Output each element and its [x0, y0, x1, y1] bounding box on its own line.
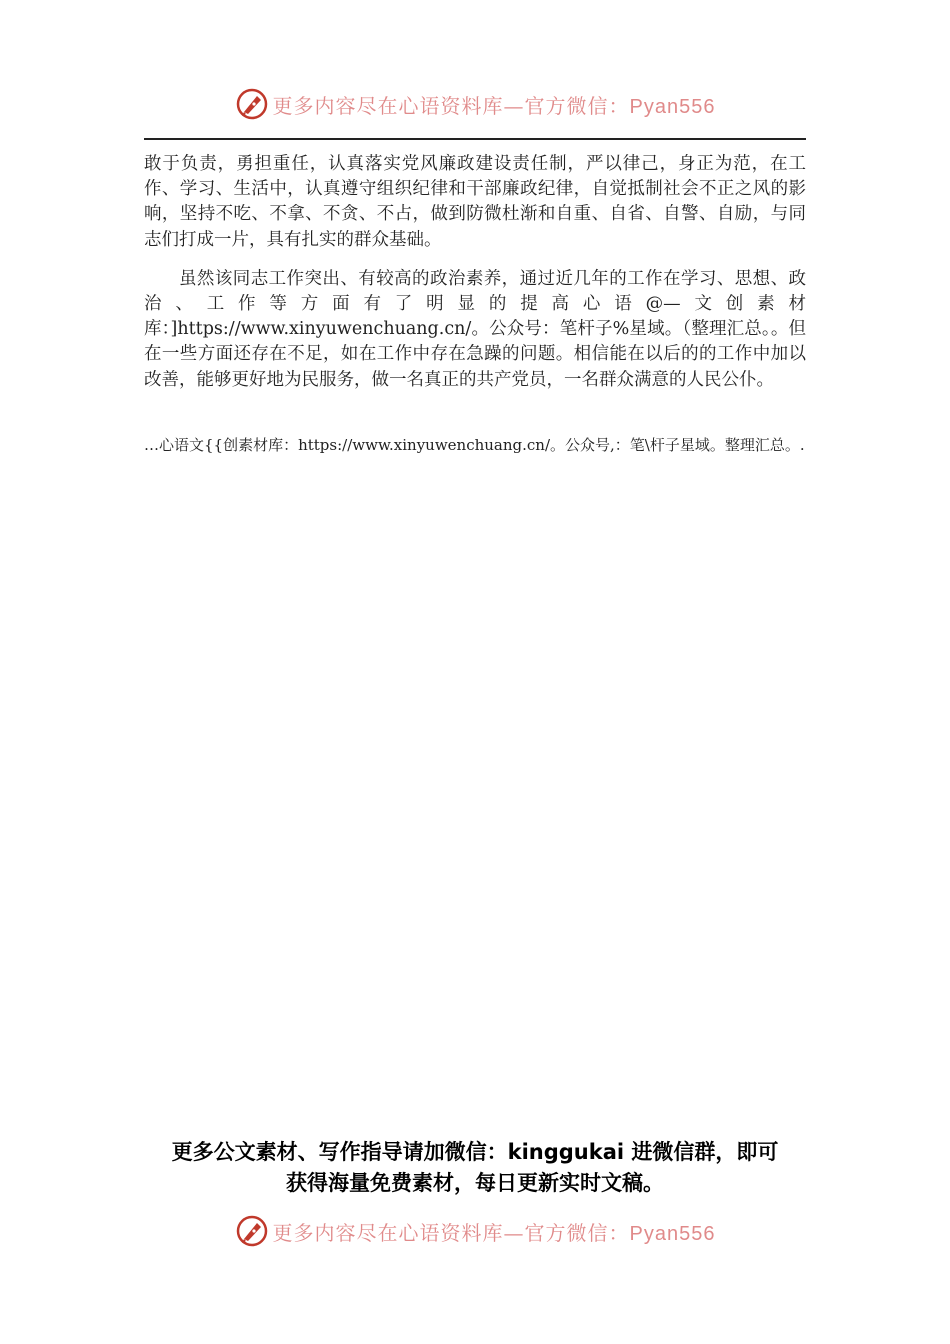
promo-notice — [0, 1137, 950, 1199]
footer-banner-text — [273, 1217, 716, 1246]
header-banner-label: 更多内容尽在心语资料库—官方微信： — [272, 93, 630, 118]
pen-nib-logo-icon — [235, 87, 269, 121]
header-banner — [0, 84, 950, 124]
body-paragraph-2: 虽然该同志工作突出、有较高的政治素养，通过近几年的工作在学习、思想、政治、工作等方面有了明显的提高心语@—文创素材库：]https://www.xinyuwenchuang.cn/。公众号：笔杆子%星域。（整理汇总。。但在一些方面还存在不足，如在工作中存在急躁的问题。相信能在以后的的工作中加以改善，能够更好地为民服务，做一名真正的共产党员，一名群众满意的人民公仆。 — [144, 268, 806, 390]
header-wechat-id: Pyan556 — [629, 95, 716, 118]
promo-line-1: 更多公文素材、写作指导请加微信：kinggukai 进微信群，即可 — [171, 1140, 779, 1164]
body-paragraph-1: 敢于负责，勇担重任，认真落实党风廉政建设责任制，严以律己，身正为范，在工作、学习、生活中，认真遵守组织纪律和干部廉政纪律，自觉抵制社会不正之风的影响，坚持不吃、不拿、不贪、不占，做到防微杜渐和自重、自省、自警、自励，与同志们打成一片，具有扎实的群众基础。 — [144, 154, 806, 250]
document-body — [144, 152, 806, 458]
pen-nib-logo-icon — [235, 1214, 269, 1248]
header-divider — [144, 138, 806, 140]
body-paragraph-3: …心语文{{创素材库：https://www.xinyuwenchuang.cn/。公众号,：笔\杆子星域。整理汇总。. — [144, 435, 805, 454]
footer-wechat-id: Pyan556 — [629, 1222, 716, 1245]
promo-line-2: 获得海量免费素材，每日更新实时文稿。 — [286, 1171, 664, 1195]
header-banner-text — [273, 90, 716, 119]
footer-banner-label: 更多内容尽在心语资料库—官方微信： — [272, 1220, 630, 1245]
footer-banner — [0, 1211, 950, 1251]
